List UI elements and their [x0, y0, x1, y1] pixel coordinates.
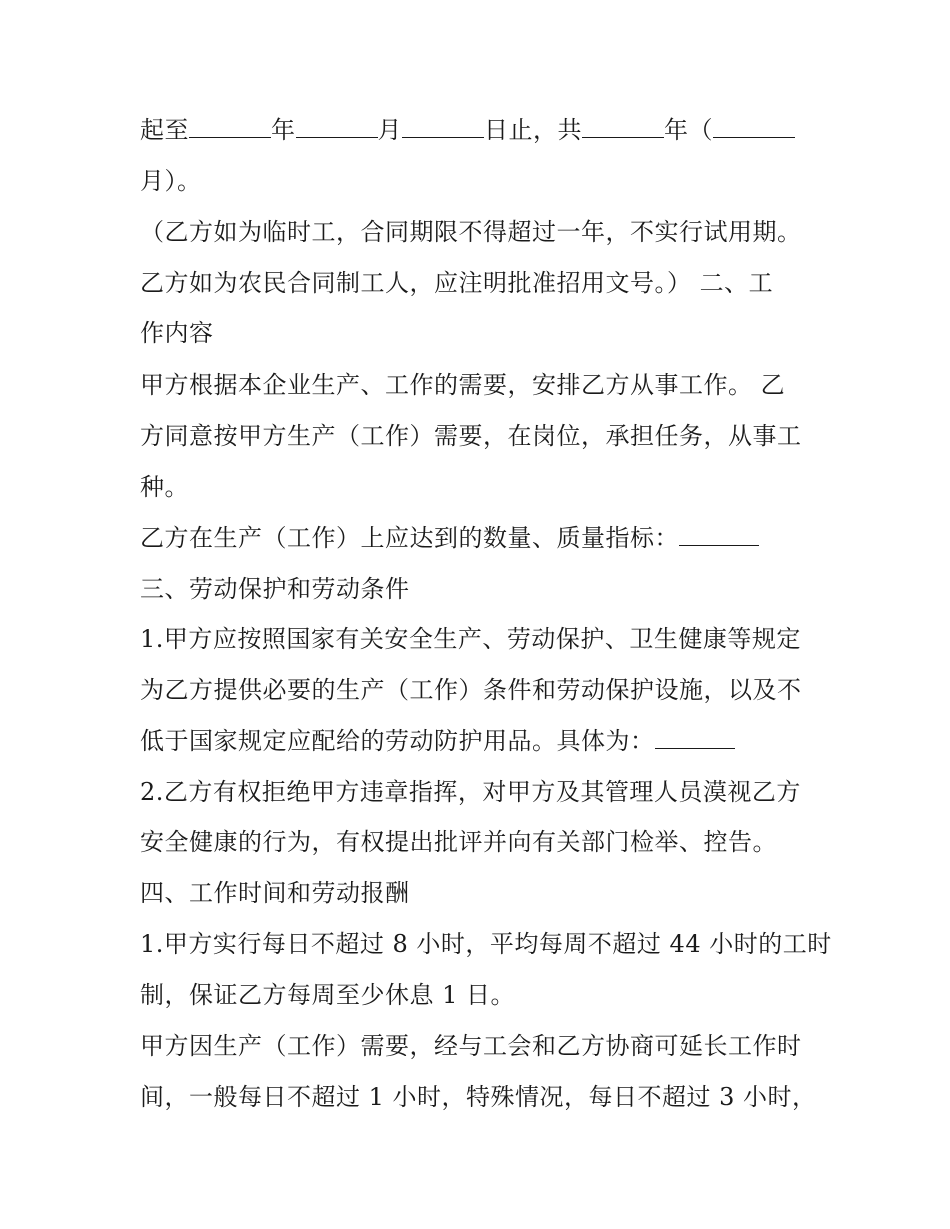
section-heading-work-hours: 四、工作时间和劳动报酬 [140, 879, 410, 907]
text-fragment: 月 [377, 116, 402, 144]
text-line: 1.甲方应按照国家有关安全生产、劳动保护、卫生健康等规定 [140, 625, 801, 653]
text-fragment: 起至 [140, 116, 189, 144]
blank-day-field[interactable] [402, 115, 484, 138]
text-line: （乙方如为临时工，合同期限不得超过一年，不实行试用期。 [140, 218, 802, 246]
text-line: 甲方根据本企业生产、工作的需要，安排乙方从事工作。 乙 [140, 371, 786, 399]
blank-total-years-field[interactable] [582, 115, 664, 138]
text-line: 方同意按甲方生产（工作）需要，在岗位，承担任务，从事工 [140, 422, 802, 450]
blank-quality-target-field[interactable] [679, 523, 759, 546]
text-line: 制，保证乙方每周至少休息 1 日。 [140, 981, 516, 1009]
section-heading-work-content: 作内容 [140, 319, 214, 347]
blank-year-field[interactable] [189, 115, 271, 138]
blank-total-months-field[interactable] [713, 115, 795, 138]
text-fragment: 低于国家规定应配给的劳动防护用品。具体为： [140, 727, 655, 755]
text-line: 月）。 [140, 167, 202, 195]
text-line: 乙方如为农民合同制工人，应注明批准招用文号。） 二、工 [140, 269, 774, 297]
text-line-quality-targets [140, 523, 759, 553]
text-line: 甲方因生产（工作）需要，经与工会和乙方协商可延长工作时 [140, 1032, 802, 1060]
text-line: 2.乙方有权拒绝甲方违章指挥，对甲方及其管理人员漠视乙方 [140, 778, 801, 806]
text-line: 为乙方提供必要的生产（工作）条件和劳动保护设施，以及不 [140, 676, 802, 704]
section-heading-labor-protection: 三、劳动保护和劳动条件 [140, 575, 410, 603]
text-line: 种。 [140, 473, 189, 501]
text-fragment: 年（ [664, 116, 713, 144]
text-line-protective-equipment [140, 726, 735, 756]
blank-equipment-field[interactable] [655, 726, 735, 749]
text-line: 间，一般每日不超过 1 小时，特殊情况，每日不超过 3 小时， [140, 1083, 817, 1111]
text-line: 1.甲方实行每日不超过 8 小时，平均每周不超过 44 小时的工时 [140, 930, 832, 958]
text-line: 安全健康的行为，有权提出批评并向有关部门检举、控告。 [140, 828, 777, 856]
blank-month-field[interactable] [296, 115, 378, 138]
text-fragment: 年 [271, 116, 296, 144]
text-line-term-dates [140, 115, 795, 145]
text-fragment: 日止，共 [484, 116, 582, 144]
text-fragment: 乙方在生产（工作）上应达到的数量、质量指标： [140, 524, 679, 552]
